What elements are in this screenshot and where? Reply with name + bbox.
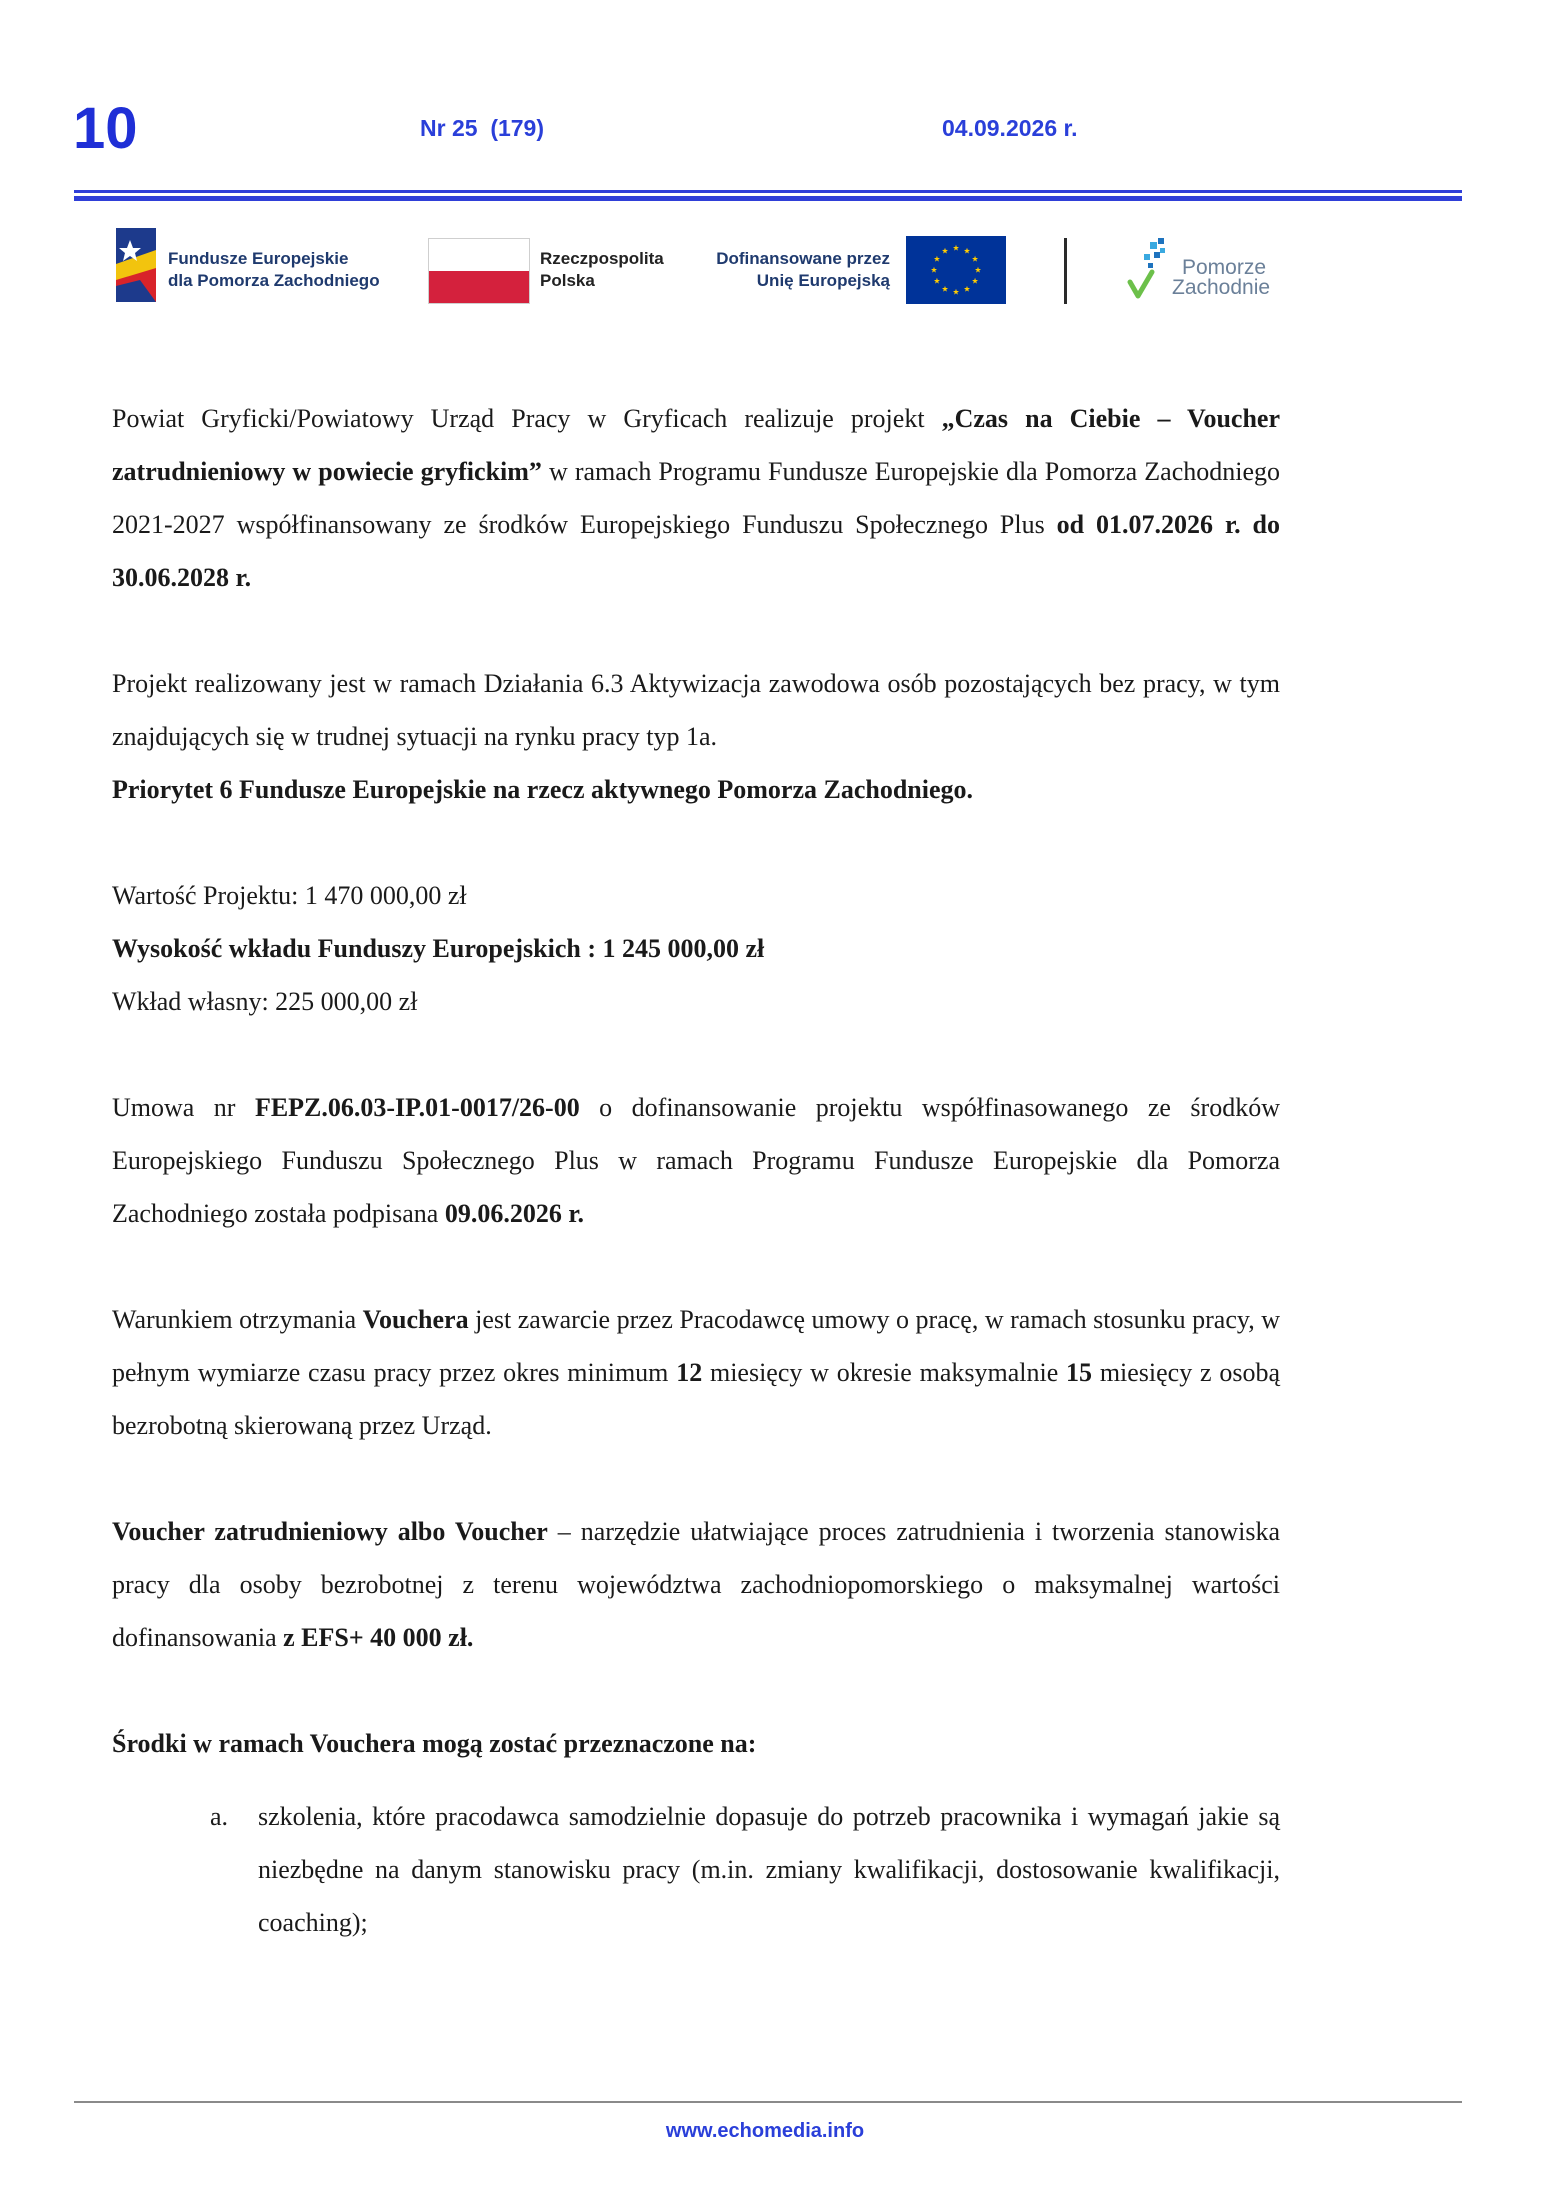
text-run: miesięcy w okresie maksymalnie [702, 1358, 1067, 1387]
voucher-condition-paragraph [112, 1293, 1280, 1452]
minimum-months: 12 [676, 1358, 703, 1387]
fe-logo-line1: Fundusze Europejskie [168, 249, 349, 268]
project-title: „Czas na Ciebie – Voucher zatrudnieniowy w powiecie gryfickim” [112, 404, 1280, 486]
pz-logo-text [1172, 258, 1270, 298]
page-number: 10 [73, 96, 138, 161]
issue-number: Nr 25 (179) [420, 115, 545, 141]
project-action-paragraph [112, 657, 1280, 763]
priority-text: Priorytet 6 Fundusze Europejskie na rzecz aktywnego Pomorza Zachodniego. [112, 775, 974, 804]
list-item-text: szkolenia, które pracodawca samodzielnie dopasuje do potrzeb pracownika i wymagań jakie są niezbędne na danym stanowisku pracy (m.in. zmiany kwalifikacji, dostosowanie kwalifikacji, coaching); [258, 1802, 1280, 1937]
pz-logo-line1: Pomorze [1182, 256, 1267, 279]
eu-logo-text [690, 248, 890, 292]
text-run: Powiat Gryficki/Powiatowy Urząd Pracy w Gryficach realizuje projekt [112, 404, 942, 433]
own-contribution-line: Wkład własny: 225 000,00 zł [112, 987, 418, 1016]
project-period: od 01.07.2026 r. do 30.06.2028 r. [112, 510, 1280, 592]
text-run: w ramach Programu Fundusze Europejskie dla Pomorza Zachodniego 2021-2027 współfinansowany ze środków Europejskiego Funduszu Społecznego Plus [112, 457, 1280, 539]
article-body [112, 392, 1280, 1949]
pl-logo-line2: Polska [540, 271, 595, 290]
eu-contribution-line [112, 922, 1280, 975]
eu-contribution-text: Wysokość wkładu Funduszy Europejskich : 1 245 000,00 zł [112, 934, 765, 963]
voucher-term: Vouchera [362, 1305, 469, 1334]
pl-logo-line1: Rzeczpospolita [540, 249, 664, 268]
text-run: o dofinansowanie projektu współfinasowanego ze środków Europejskiego Funduszu Społecznego Plus w ramach Programu Fundusze Europejskie dla Pomorza Zachodniego została podpisana [112, 1093, 1280, 1228]
fe-logo-line2: dla Pomorza Zachodniego [168, 271, 380, 290]
list-marker: a. [210, 1802, 229, 1831]
footer-website [0, 2120, 1558, 2143]
eu-logo-line2: Unię Europejską [756, 271, 890, 290]
text-run: Warunkiem otrzymania [112, 1305, 363, 1334]
website-link[interactable]: www.echomedia.info [665, 2120, 865, 2142]
pomorze-zachodnie-logo-icon [1126, 236, 1170, 306]
project-intro-paragraph [112, 392, 1280, 604]
text-run: miesięcy z osobą bezrobotną skierowaną przez Urząd. [112, 1358, 1280, 1440]
fe-logo-text [168, 248, 380, 292]
text-run: Projekt realizowany jest w ramach Działania 6.3 Aktywizacja zawodowa osób pozostających bez pracy, w tym znajdujących się w trudnej sytuacji na rynku pracy typ 1a. [112, 669, 1280, 751]
funds-usage-list [112, 1790, 1280, 1949]
fundusze-europejskie-logo-icon [110, 224, 162, 310]
agreement-paragraph [112, 1081, 1280, 1240]
eu-flag-icon [906, 236, 1006, 304]
text-run: Umowa nr [112, 1093, 255, 1122]
agreement-date: 09.06.2026 r. [444, 1199, 584, 1228]
voucher-definition-paragraph [112, 1505, 1280, 1664]
funding-logos-strip [0, 0, 1558, 320]
agreement-number: FEPZ.06.03-IP.01-0017/26-00 [254, 1093, 580, 1122]
priority-line [112, 763, 1280, 816]
project-value-line: Wartość Projektu: 1 470 000,00 zł [112, 881, 467, 910]
footer-divider [74, 2101, 1462, 2103]
issue-date: 04.09.2026 r. [942, 115, 1078, 141]
maximum-months: 15 [1066, 1358, 1093, 1387]
pl-logo-text [540, 248, 664, 292]
voucher-definition-term: Voucher zatrudnieniowy albo Voucher [112, 1517, 548, 1546]
text-run: jest zawarcie przez Pracodawcę umowy o pracę, w ramach stosunku pracy, w pełnym wymiarze czasu pracy przez okres minimum [112, 1305, 1280, 1387]
funds-usage-heading: Środki w ramach Vouchera mogą zostać przeznaczone na: [112, 1729, 757, 1758]
pz-logo-line2: Zachodnie [1172, 276, 1271, 299]
text-run: – narzędzie ułatwiające proces zatrudnienia i tworzenia stanowiska pracy dla osoby bezrobotnej z terenu województwa zachodniopomorskiego o maksymalnej wartości dofinansowania [112, 1517, 1280, 1652]
eu-logo-line1: Dofinansowane przez [716, 249, 890, 268]
list-item [112, 1790, 1280, 1949]
max-funding-amount: z EFS+ 40 000 zł. [283, 1623, 474, 1652]
logo-divider [1064, 238, 1067, 304]
polish-flag-icon [428, 238, 530, 304]
